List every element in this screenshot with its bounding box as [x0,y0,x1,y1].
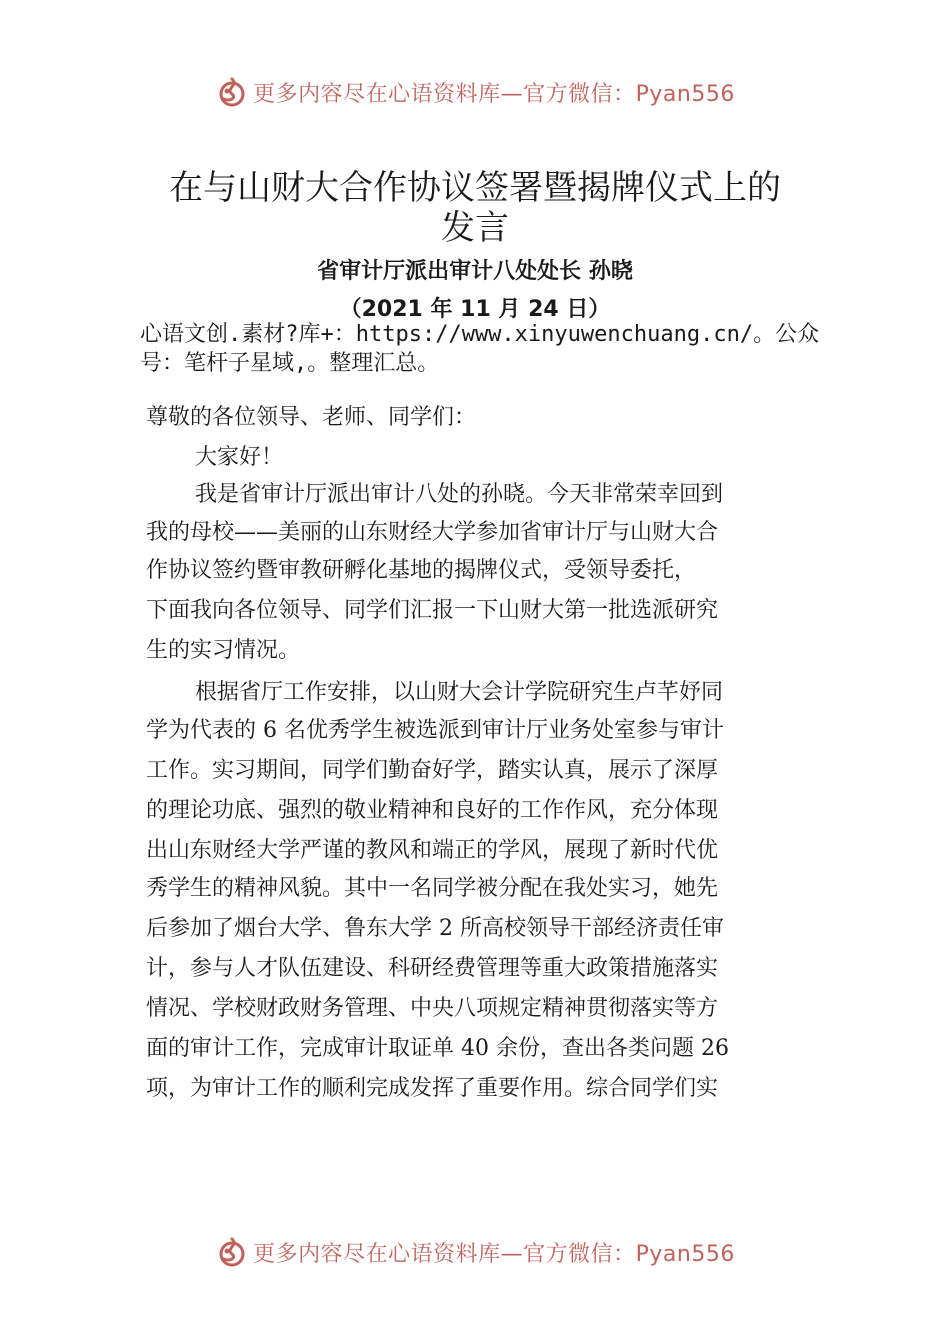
flame-swirl-logo-icon [215,1235,249,1269]
paragraph-line: 情况、学校财政财务管理、中央八项规定精神贯彻落实等方 [146,996,719,1021]
paragraph-line: 的理论功底、强烈的敬业精神和良好的工作作风，充分体现 [146,798,719,823]
paragraph-line: 工作。实习期间，同学们勤奋好学，踏实认真，展示了深厚 [146,758,719,783]
date-line: （2021 年 11 月 24 日） [339,297,611,322]
flame-swirl-logo-icon [215,75,249,109]
document-title-line1: 在与山财大合作协议签署暨揭牌仪式上的 [169,168,781,208]
paragraph-line: 生的实习情况。 [146,638,301,663]
paragraph-line: 学为代表的 6 名优秀学生被选派到审计厅业务处室参与审计 [146,718,724,743]
greeting: 大家好！ [195,445,284,470]
author-line: 省审计厅派出审计八处处长 孙晓 [317,259,633,284]
salutation: 尊敬的各位领导、老师、同学们： [146,405,477,430]
watermark-text: 更多内容尽在心语资料库—官方微信：Pyan556 [253,81,735,107]
paragraph-line: 后参加了烟台大学、鲁东大学 2 所高校领导干部经济责任审 [146,916,724,941]
paragraph-line: 秀学生的精神风貌。其中一名同学被分配在我处实习，她先 [146,876,719,901]
watermark-banner-bottom [0,1228,950,1276]
paragraph-line: 下面我向各位领导、同学们汇报一下山财大第一批选派研究 [146,598,719,623]
paragraph-line: 面的审计工作，完成审计取证单 40 余份，查出各类问题 26 [146,1036,729,1061]
paragraph-line: 计，参与人才队伍建设、科研经费管理等重大政策措施落实 [146,956,719,981]
watermark-banner-top [0,68,950,116]
document-title-line2: 发言 [441,208,509,248]
paragraph-line: 作协议签约暨审教研孵化基地的揭牌仪式，受领导委托， [146,558,697,583]
paragraph-line: 根据省厅工作安排，以山财大会计学院研究生卢芊妤同 [195,680,724,705]
paragraph-line: 出山东财经大学严谨的教风和端正的学风，展现了新时代优 [146,838,719,863]
promo-text: 心语文创.素材?库+：https://www.xinyuwenchuang.cn/。公众号：笔杆子星域,。整理汇总。 [140,322,820,376]
watermark-text: 更多内容尽在心语资料库—官方微信：Pyan556 [253,1241,735,1267]
paragraph-line: 我是省审计厅派出审计八处的孙晓。今天非常荣幸回到 [195,482,724,507]
paragraph-line: 我的母校——美丽的山东财经大学参加省审计厅与山财大合 [146,520,719,545]
paragraph-line: 项，为审计工作的顺利完成发挥了重要作用。综合同学们实 [146,1076,719,1101]
